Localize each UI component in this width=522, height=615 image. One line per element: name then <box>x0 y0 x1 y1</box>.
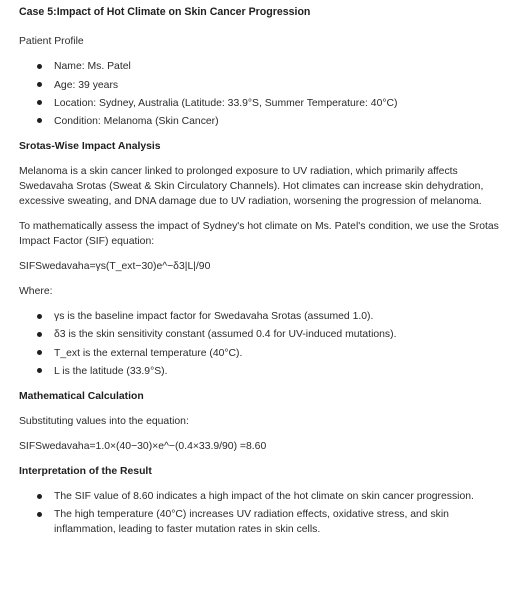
srotas-heading: Srotas-Wise Impact Analysis <box>19 140 161 152</box>
interpretation-list <box>19 489 503 537</box>
sif-equation: SIFSwedavaha=γs(T_ext−30)e^−δ3|L|/90 <box>19 261 211 273</box>
calculation-equation: SIFSwedavaha=1.0×(40−30)×e^−(0.4×33.9/90) =8.60 <box>19 440 267 452</box>
interpretation-item: The high temperature (40°C) increases UV radiation effects, oxidative stress, and skin inflammation, leading to faster mutation rates in skin cells. <box>37 507 503 537</box>
profile-list <box>19 59 503 128</box>
calculation-heading: Mathematical Calculation <box>19 390 144 402</box>
where-list <box>19 309 503 378</box>
srotas-paragraph-1: Melanoma is a skin cancer linked to prolonged exposure to UV radiation, which primarily affects Swedavaha Srotas (Sweat & Skin Circulatory Channels). Hot climates can increase skin dehydration, excessive sweating, and DNA damage due to UV radiation, worsening the progression of melanoma. <box>19 165 484 207</box>
where-label: Where: <box>19 286 53 298</box>
interpretation-item: The SIF value of 8.60 indicates a high impact of the hot climate on skin cancer progression. <box>37 489 503 504</box>
where-item: T_ext is the external temperature (40°C). <box>37 346 503 361</box>
page-title: Case 5:Impact of Hot Climate on Skin Cancer Progression <box>19 6 311 18</box>
profile-item-location: Location: Sydney, Australia (Latitude: 33.9°S, Summer Temperature: 40°C) <box>37 96 503 111</box>
where-item: L is the latitude (33.9°S). <box>37 364 503 379</box>
profile-item-name: Name: Ms. Patel <box>37 59 503 74</box>
calculation-intro: Substituting values into the equation: <box>19 415 189 427</box>
where-item: γs is the baseline impact factor for Swedavaha Srotas (assumed 1.0). <box>37 309 503 324</box>
profile-heading: Patient Profile <box>19 36 84 48</box>
profile-item-age: Age: 39 years <box>37 78 503 93</box>
where-item: δ3 is the skin sensitivity constant (assumed 0.4 for UV-induced mutations). <box>37 327 503 342</box>
profile-item-condition: Condition: Melanoma (Skin Cancer) <box>37 114 503 129</box>
srotas-paragraph-2: To mathematically assess the impact of Sydney's hot climate on Ms. Patel's condition, we use the Srotas Impact Factor (SIF) equation: <box>19 221 499 248</box>
interpretation-heading: Interpretation of the Result <box>19 465 152 477</box>
